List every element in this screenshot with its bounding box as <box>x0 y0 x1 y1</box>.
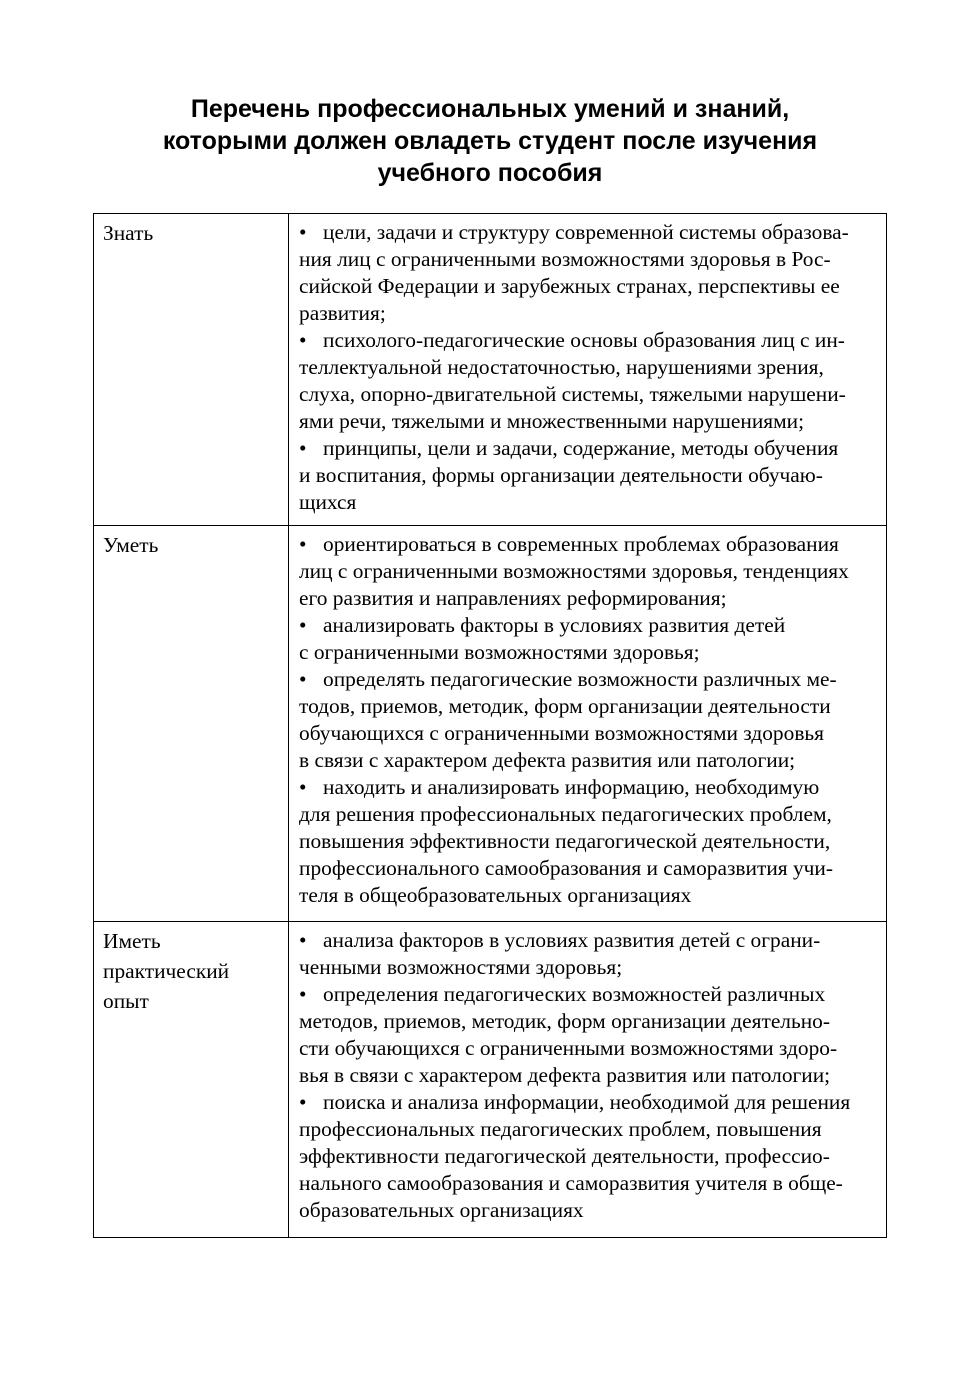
item-text: лиц с ограниченными возможностями здоровья, тенденциях <box>299 559 849 583</box>
list-item <box>299 612 876 666</box>
bullet-icon: • <box>299 613 307 637</box>
table-row-can <box>94 526 887 922</box>
bullet-icon: • <box>299 928 307 952</box>
list-item <box>299 774 876 909</box>
item-text: теллектуальной недостаточностью, нарушениями зрения, <box>299 355 824 379</box>
page-title-line: которыми должен овладеть студент после изучения <box>162 127 818 155</box>
item-text: ченными возможностями здоровья; <box>299 955 623 979</box>
item-text: сийской Федерации и зарубежных странах, перспективы ее <box>299 274 840 298</box>
bullet-icon: • <box>299 667 307 691</box>
item-text: в связи с характером дефекта развития или патологии; <box>299 748 796 772</box>
page-title-line: учебного пособия <box>377 159 603 187</box>
list-item <box>299 435 876 516</box>
item-text: развития; <box>299 301 386 325</box>
bullet-icon: • <box>299 775 307 799</box>
item-text: определять педагогические возможности различных ме- <box>323 667 837 691</box>
list-item <box>299 531 876 612</box>
item-text: тодов, приемов, методик, форм организации деятельности <box>299 694 831 718</box>
row-label: Знать <box>103 221 154 245</box>
list-item <box>299 927 876 981</box>
competency-table <box>93 213 887 1238</box>
bullet-icon: • <box>299 1090 307 1114</box>
item-text: ния лиц с ограниченными возможностями здоровья в Рос- <box>299 247 831 271</box>
list-item <box>299 327 876 435</box>
item-text: обучающихся с ограниченными возможностями здоровья <box>299 721 825 745</box>
item-text: сти обучающихся с ограниченными возможностями здоро- <box>299 1036 838 1060</box>
page-title-line: Перечень профессиональных умений и знаний, <box>190 95 790 123</box>
item-text: вья в связи с характером дефекта развития или патологии; <box>299 1063 831 1087</box>
bullet-icon: • <box>299 220 307 244</box>
item-text: повышения эффективности педагогической деятельности, <box>299 829 831 853</box>
item-text: его развития и направлениях реформирования; <box>299 586 727 610</box>
row-label-cell <box>94 214 289 526</box>
list-item <box>299 1089 876 1224</box>
row-label: Иметь <box>103 929 161 953</box>
item-text: и воспитания, формы организации деятельности обучаю- <box>299 463 823 487</box>
row-label-cell <box>94 526 289 922</box>
item-text: поиска и анализа информации, необходимой для решения <box>323 1090 851 1114</box>
row-label: опыт <box>103 989 149 1013</box>
item-text: нального самообразования и саморазвития учителя в обще- <box>299 1171 843 1195</box>
item-text: находить и анализировать информацию, необходимую <box>323 775 820 799</box>
item-text: определения педагогических возможностей различных <box>323 982 826 1006</box>
item-text: анализировать факторы в условиях развития детей <box>323 613 786 637</box>
row-content-cell <box>289 922 887 1238</box>
item-text: цели, задачи и структуру современной системы образова- <box>323 220 849 244</box>
item-text: теля в общеобразовательных организациях <box>299 883 692 907</box>
item-text: образовательных организациях <box>299 1198 584 1222</box>
item-text: щихся <box>299 490 357 514</box>
item-text: эффективности педагогической деятельности, профессио- <box>299 1144 830 1168</box>
row-content-cell <box>289 526 887 922</box>
bullet-icon: • <box>299 436 307 460</box>
bullet-icon: • <box>299 532 307 556</box>
item-text: анализа факторов в условиях развития детей с ограни- <box>323 928 821 952</box>
table-row-experience <box>94 922 887 1238</box>
item-text: профессионального самообразования и саморазвития учи- <box>299 856 833 880</box>
row-label: Уметь <box>103 533 159 557</box>
page-title <box>0 93 980 189</box>
item-text: ориентироваться в современных проблемах образования <box>323 532 839 556</box>
bullet-icon: • <box>299 328 307 352</box>
list-item <box>299 219 876 327</box>
item-text: психолого-педагогические основы образования лиц с ин- <box>323 328 845 352</box>
row-label-cell <box>94 922 289 1238</box>
bullet-icon: • <box>299 982 307 1006</box>
list-item <box>299 981 876 1089</box>
item-text: с ограниченными возможностями здоровья; <box>299 640 700 664</box>
item-text: для решения профессиональных педагогических проблем, <box>299 802 832 826</box>
table-row-know <box>94 214 887 526</box>
item-text: профессиональных педагогических проблем, повышения <box>299 1117 822 1141</box>
row-content-cell <box>289 214 887 526</box>
item-text: принципы, цели и задачи, содержание, методы обучения <box>323 436 839 460</box>
list-item <box>299 666 876 774</box>
row-label: практический <box>103 959 230 983</box>
item-text: ями речи, тяжелыми и множественными нарушениями; <box>299 409 805 433</box>
item-text: слуха, опорно-двигательной системы, тяжелыми нарушени- <box>299 382 846 406</box>
item-text: методов, приемов, методик, форм организации деятельно- <box>299 1009 831 1033</box>
